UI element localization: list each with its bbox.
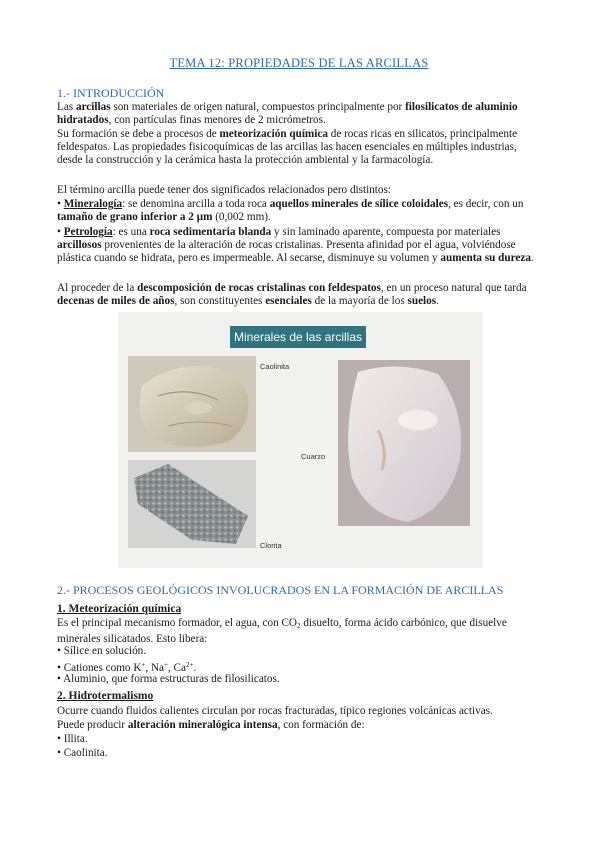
figure-banner: Minerales de las arcillas bbox=[230, 326, 366, 348]
list-item-caolinita: • Caolinita. bbox=[57, 747, 108, 759]
section-heading-introduccion: 1.- INTRODUCCIÓN bbox=[57, 86, 165, 100]
clorita-rock-image bbox=[128, 460, 256, 548]
page-title: TEMA 12: PROPIEDADES DE LAS ARCILLAS bbox=[169, 56, 429, 70]
bullet-mineralogia: • Mineralogía: se denomina arcilla a toda roca aquellos minerales de sílice coloidales, es decir, con un tamaño de grano inferior a 2 µm (0,002 mm). bbox=[57, 198, 524, 224]
cuarzo-rock-image bbox=[338, 360, 470, 526]
bullet-petrologia: • Petrología: es una roca sedimentaria blanda y sin laminado aparente, compuesta por materiales arcillosos provenientes de la alteración de rocas cristalinas. Presenta afinidad por el agua, volviéndose plástica cuando se hidrata, pero es impermeable. Al secarse, disminuye su volumen y aumenta su dureza. bbox=[57, 226, 534, 265]
caolinita-label: Caolinita bbox=[260, 362, 290, 371]
clorita-label: Clorita bbox=[260, 541, 282, 550]
minerals-figure bbox=[118, 312, 483, 568]
paragraph-descomposicion: Al proceder de la descomposición de rocas cristalinas con feldespatos, en un proceso natural que tarda decenas de miles de años, son constituyentes esenciales de la mayoría de los suelos. bbox=[57, 282, 527, 308]
cuarzo-label: Cuarzo bbox=[301, 452, 326, 461]
list-item-cationes: • Cationes como K+, Na+, $Ca^{2+}$. bbox=[57, 661, 197, 674]
paragraph-hidrotermalismo: Ocurre cuando fluidos calientes circulan por rocas fracturadas, típico regiones volcánicas activas. bbox=[57, 705, 493, 717]
list-item-illita: • Illita. bbox=[57, 733, 88, 745]
section-heading-procesos: 2.- PROCESOS GEOLÓGICOS INVOLUCRADOS EN LA FORMACIÓN DE ARCILLAS bbox=[57, 583, 504, 597]
caolinita-rock-image bbox=[128, 356, 256, 452]
paragraph-termino: El término arcilla puede tener dos significados relacionados pero distintos: bbox=[57, 184, 391, 196]
subheading-hidrotermalismo: 2. Hidrotermalismo bbox=[57, 690, 154, 702]
list-item-silice: • Sílice en solución. bbox=[57, 645, 147, 657]
paragraph-arcillas-definicion: Las arcillas son materiales de origen natural, compuestos principalmente por filosilicatos de aluminio hidratados, con partículas finas menores de 2 micrómetros. bbox=[57, 101, 518, 127]
list-item-aluminio: • Aluminio, que forma estructuras de filosilicatos. bbox=[57, 673, 280, 685]
subheading-meteorizacion: 1. Meteorización química bbox=[57, 603, 182, 615]
paragraph-meteorizacion: Es el principal mecanismo formador, el agua, con $CO_2$ disuelto, forma ácido carbónico, que disuelve minerales silicatados. Esto libera: bbox=[57, 617, 507, 646]
paragraph-formacion: Su formación se debe a procesos de meteorización química de rocas ricas en silicatos, principalmente feldespatos. Las propiedades fisicoquímicas de las arcillas las hacen esenciales en múltiples industrias, desde la construcción y la cerámica hasta la protección ambiental y la farmacología. bbox=[57, 128, 518, 167]
paragraph-alteracion: Puede producir alteración mineralógica intensa, con formación de: bbox=[57, 719, 365, 731]
